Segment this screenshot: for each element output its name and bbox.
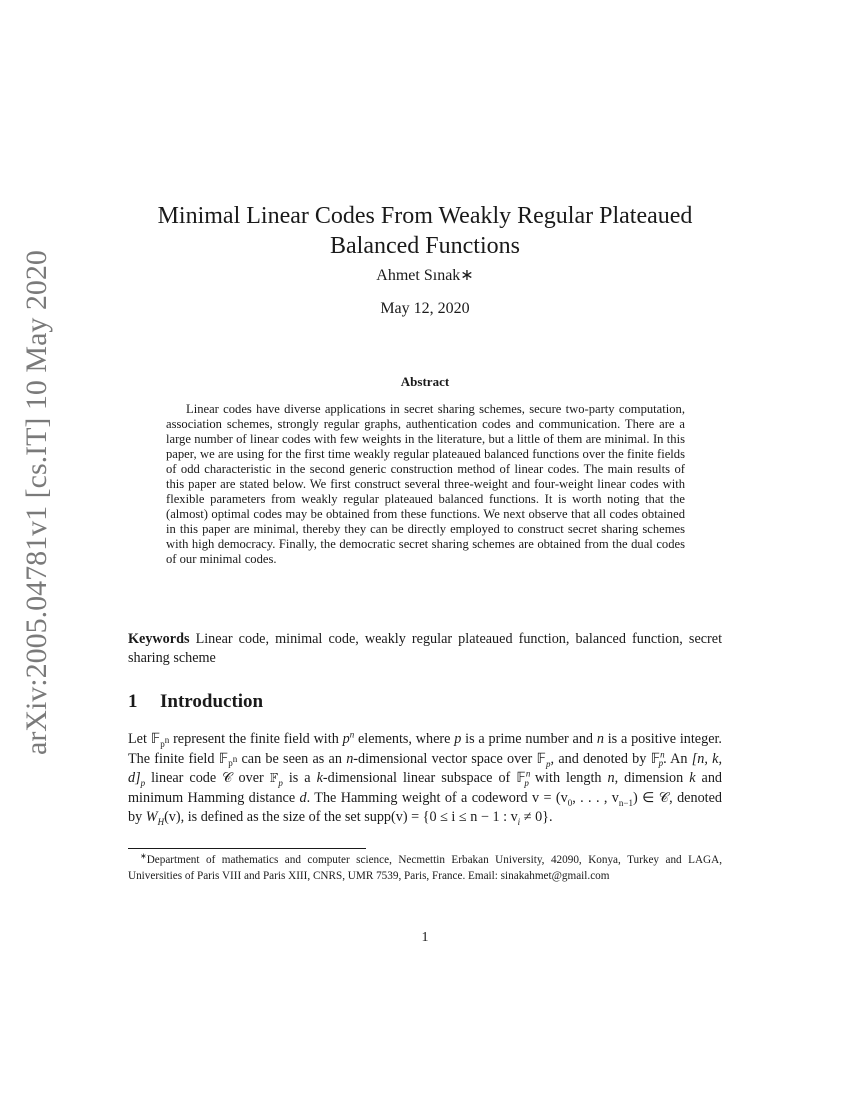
math-support: supp(v) = {0 ≤ i ≤ n − 1 : $v_i \ne 0$}	[364, 809, 549, 827]
math-field: 𝔽$^n_p$	[650, 748, 665, 769]
date: May 12, 2020	[380, 300, 470, 317]
keywords	[128, 630, 722, 668]
footnote	[128, 853, 722, 884]
math-field: 𝔽$_{p^n}$	[218, 750, 238, 769]
math-field: 𝔽$_p$	[536, 750, 551, 769]
keywords-label: Keywords	[128, 631, 190, 647]
footnote-rule	[128, 848, 366, 849]
abstract-heading: Abstract	[400, 374, 450, 389]
abstract-body: Linear codes have diverse applications in secret sharing schemes, secure two-party computation, association schemes, strongly regular graphs, authentication codes and communication. There are a large number of linear codes with few weights in the literature, but a little of them are minimal. In this paper, we are using for the first time weakly regular plateaued balanced functions over the finite fields of odd characteristic in the second generic construction method of linear codes. The main results of this paper are stated below. We first construct several three-weight and four-weight linear codes with flexible parameters from weakly regular plateaued balanced functions. It is worth noting that the (almost) optimal codes may be obtained from these functions. We next observe that all codes obtained in this paper are minimal, thereby they can be directly employed to construct secret sharing schemes with high democracy. Finally, the democratic secret sharing schemes are obtained from the dual codes of our minimal codes.	[166, 402, 685, 566]
section-heading	[128, 691, 263, 713]
paper-title: Minimal Linear Codes From Weakly Regular Plateaued Balanced Functions	[157, 203, 693, 260]
math-field: 𝔽$^n_p$	[516, 768, 531, 788]
keywords-text: Linear code, minimal code, weakly regular plateaued function, balanced function, secret sharing scheme	[128, 631, 723, 666]
author: Ahmet Sınak∗	[376, 267, 474, 284]
footnote-mark: ∗	[140, 851, 147, 861]
math-field: 𝔽$_{p^n}$	[150, 731, 170, 749]
footnote-text: Department of mathematics and computer science, Necmettin Erbakan University, 42090, Konya, Turkey and LAGA, Universities of Paris VIII and Paris XIII, CNRS, UMR 7539, Paris, France. Email: sinakahmet@gmail.com	[128, 854, 722, 882]
section-title: Introduction	[160, 691, 264, 712]
section-number: 1	[128, 691, 138, 712]
page-number: 1	[421, 930, 429, 945]
math-codeword: $v = (v_0$, . . . , $v_{n-1}$) ∈ 𝒞	[532, 789, 670, 808]
math-hamming-weight: $W_H(v)$	[145, 809, 181, 827]
arxiv-identifier: arXiv:2005.04781v1 [cs.IT] 10 May 2020	[20, 250, 53, 755]
arxiv-stamp	[14, 250, 59, 755]
intro-paragraph: Let 𝔽$_{p^n}$ represent the finite field with $p^n$ elements, where p is a prime number and n is a positive integer. The finite field 𝔽$_{p^n}$ can be seen as an n-dimensional vector space over 𝔽$_p$, and denoted by 𝔽$^n_p$. An [n, k, $d]_p$ linear code 𝒞 over 𝔽$_p$ is a k-dimensional linear subspace of 𝔽$^n_p$ with length n, dimension k and minimum Hamming distance d. The Hamming weight of a codeword $v = (v_0$, . . . , $v_{n-1}$) ∈ 𝒞, denoted by $W_H(v)$, is defined as the size of the set supp(v) = {0 ≤ i ≤ n − 1 : $v_i \ne 0$}.	[128, 729, 723, 827]
math-field: 𝔽$_p$	[269, 770, 283, 788]
